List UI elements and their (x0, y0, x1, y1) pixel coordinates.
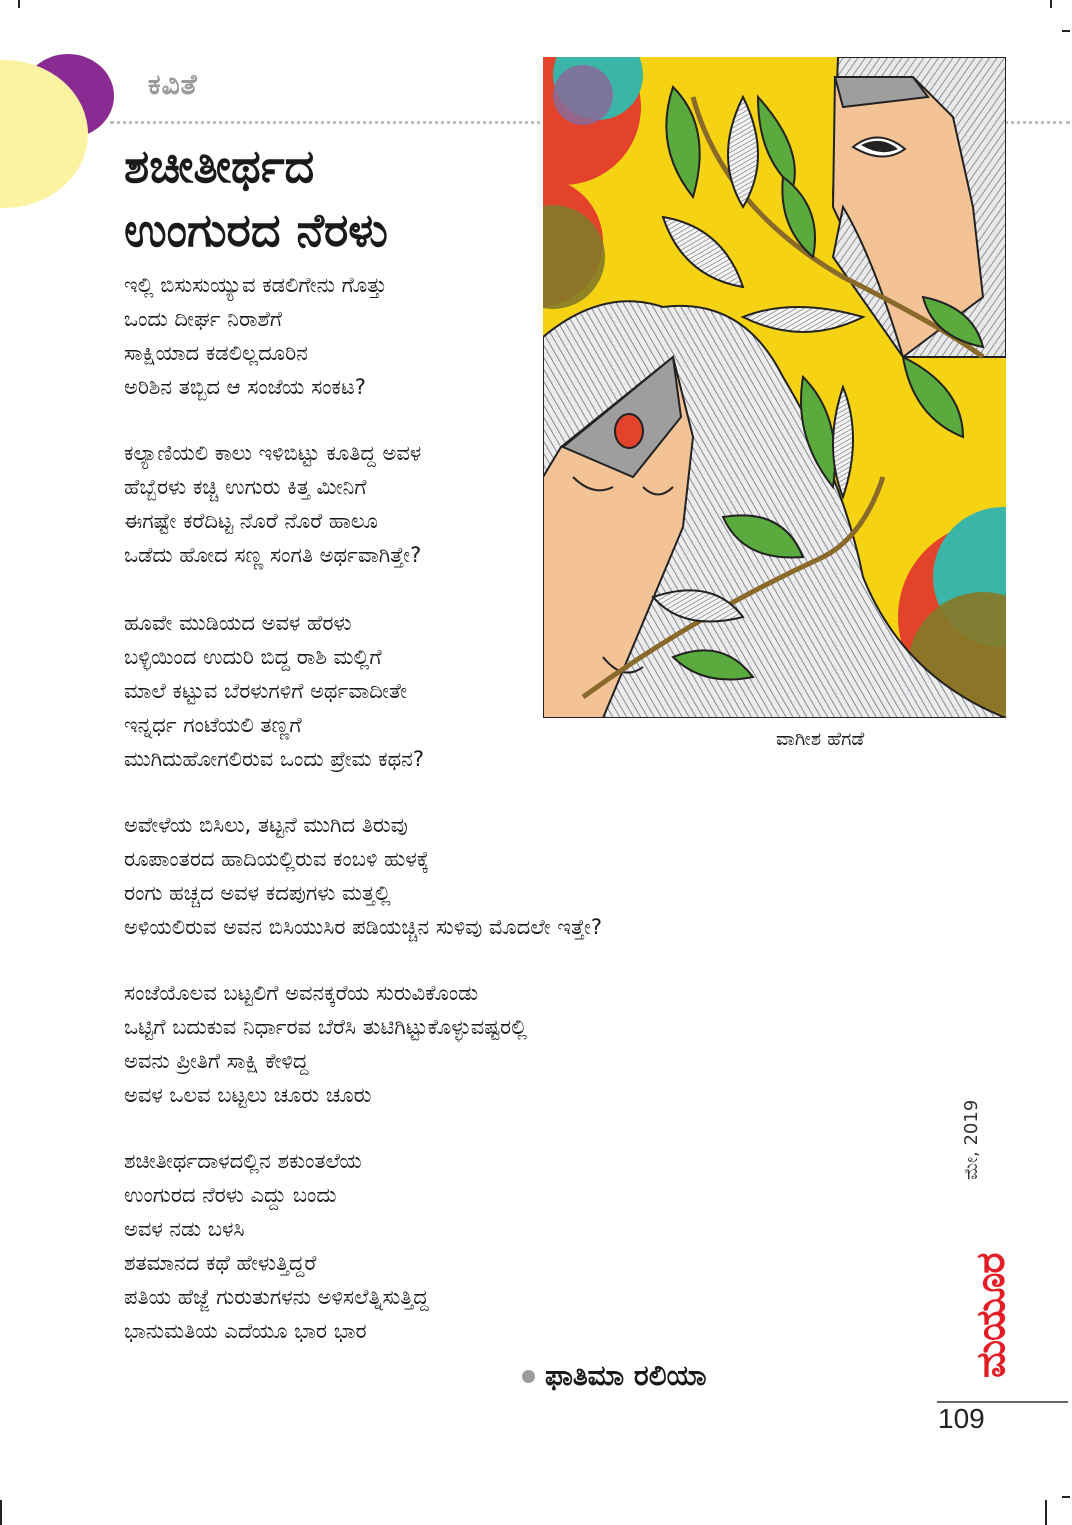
stanza (124, 1144, 804, 1348)
crop-mark (18, 0, 20, 8)
issue-date: ಮೇ, 2019 (961, 1099, 982, 1180)
magazine-logo: ಮಯೂರ (968, 1253, 1014, 1378)
poem-line: ಅರಿಶಿನ ತಬ್ಬಿದ ಆ ಸಂಜೆಯ ಸಂಕಟ? (124, 375, 366, 399)
poem-title-line: ಶಚೀತೀರ್ಥದ (124, 139, 315, 193)
poem-line: ಮುಗಿದುಹೋಗಲಿರುವ ಒಂದು ಪ್ರೇಮ ಕಥನ? (124, 747, 424, 771)
illustration-credit: ವಾಗೀಶ ಹೆಗಡೆ (776, 728, 865, 750)
stanza (124, 808, 804, 944)
poem-line: ಭಾನುಮತಿಯ ಎದೆಯೂ ಭಾರ ಭಾರ (124, 1319, 367, 1343)
poem-line: ಹೆಬ್ಬೆರಳು ಕಚ್ಚಿ ಉಗುರು ಕಿತ್ತ ಮೀನಿಗೆ (124, 475, 367, 499)
poem-illustration (543, 57, 1006, 718)
page-number: 109 (938, 1403, 985, 1434)
poem-line: ಹೂವೇ ಮುಡಿಯದ ಅವಳ ಹೆರಳು (124, 611, 352, 635)
crop-mark (1062, 30, 1070, 32)
poem-line: ಒಟ್ಟಿಗೆ ಬದುಕುವ ನಿರ್ಧಾರವ ಬೆರೆಸಿ ತುಟಿಗಿಟ್ಟುಕೊಳ್ಳುವಷ್ಟರಲ್ಲಿ (124, 1015, 527, 1039)
poem-line: ಒಡೆದು ಹೋದ ಸಣ್ಣ ಸಂಗತಿ ಅರ್ಥವಾಗಿತ್ತೇ? (124, 543, 422, 567)
author-name: ಫಾತಿಮಾ ರಲಿಯಾ (545, 1359, 707, 1392)
crop-mark (1045, 1500, 1047, 1525)
poem-line: ಶತಮಾನದ ಕಥೆ ಹೇಳುತ್ತಿದ್ದರೆ (124, 1251, 317, 1275)
crop-mark (1062, 1496, 1070, 1498)
poem-line: ಅವೇಳೆಯ ಬಿಸಿಲು, ತಟ್ಟನೆ ಮುಗಿದ ತಿರುವು (124, 813, 408, 837)
poem-line: ಪತಿಯ ಹೆಜ್ಜೆ ಗುರುತುಗಳನು ಅಳಿಸಲೆತ್ನಿಸುತ್ತಿದ್ದ (124, 1285, 429, 1309)
poem-line: ಅಳಿಯಲಿರುವ ಅವನ ಬಿಸಿಯುಸಿರ ಪಡಿಯಚ್ಚಿನ ಸುಳಿವು ಮೊದಲೇ ಇತ್ತೇ? (124, 915, 602, 939)
poem-line: ಸಾಕ್ಷಿಯಾದ ಕಡಲಿಲ್ಲದೂರಿನ (124, 341, 308, 365)
stanza (124, 976, 804, 1112)
poem-line: ಅವಳ ಒಲವ ಬಟ್ಟಲು ಚೂರು ಚೂರು (124, 1083, 372, 1107)
poem-line: ಕಲ್ಯಾಣಿಯಲಿ ಕಾಲು ಇಳಿಬಿಟ್ಟು ಕೂತಿದ್ದ ಅವಳ (124, 441, 422, 465)
poem-line: ಶಚೀತೀರ್ಥದಾಳದಲ್ಲಿನ ಶಕುಂತಲೆಯ (124, 1149, 362, 1173)
poem-line: ಈಗಷ್ಟೇ ಕರೆದಿಟ್ಟ ನೊರೆ ನೊರೆ ಹಾಲೂ (124, 509, 378, 533)
crop-mark (1050, 0, 1052, 8)
poem-line: ಉಂಗುರದ ನೆರಳು ಎದ್ದು ಬಂದು (124, 1183, 337, 1207)
section-label: ಕವಿತೆ (148, 68, 198, 101)
poem-line: ಸಂಜೆಯೊಲವ ಬಟ್ಟಲಿಗೆ ಅವನಕ್ಕರೆಯ ಸುರುವಿಕೊಂಡು (124, 981, 479, 1005)
bullet-icon (522, 1370, 535, 1383)
poem-title (124, 134, 524, 262)
poem-line: ಅವನು ಪ್ರೀತಿಗೆ ಸಾಕ್ಷಿ ಕೇಳಿದ್ದ (124, 1049, 309, 1073)
poem-author (522, 1359, 706, 1393)
poem-line: ರೂಪಾಂತರದ ಹಾದಿಯಲ್ಲಿರುವ ಕಂಬಳಿ ಹುಳಕ್ಕೆ (124, 847, 430, 871)
crop-mark (0, 1500, 2, 1525)
poem-title-line: ಉಂಗುರದ ನೆರಳು (124, 203, 388, 257)
poem-line: ಅವಳ ನಡು ಬಳಸಿ (124, 1217, 245, 1241)
poem-line: ಮಾಲೆ ಕಟ್ಟುವ ಬೆರಳುಗಳಿಗೆ ಅರ್ಥವಾದೀತೇ (124, 679, 407, 703)
poem-line: ರಂಗು ಹಚ್ಚದ ಅವಳ ಕದಪುಗಳು ಮತ್ತಲ್ಲಿ (124, 881, 391, 905)
poem-line: ಬಳ್ಳಿಯಿಂದ ಉದುರಿ ಬಿದ್ದ ರಾಶಿ ಮಲ್ಲಿಗೆ (124, 645, 382, 669)
poem-line: ಇಲ್ಲಿ ಬಿಸುಸುಯ್ಯುವ ಕಡಲಿಗೇನು ಗೊತ್ತು (124, 273, 387, 297)
poem-line: ಒಂದು ದೀರ್ಘ ನಿರಾಶೆಗೆ (124, 307, 283, 331)
poem-line: ಇನ್ನರ್ಧ ಗಂಟೆಯಲಿ ತಣ್ಣಗೆ (124, 713, 302, 737)
